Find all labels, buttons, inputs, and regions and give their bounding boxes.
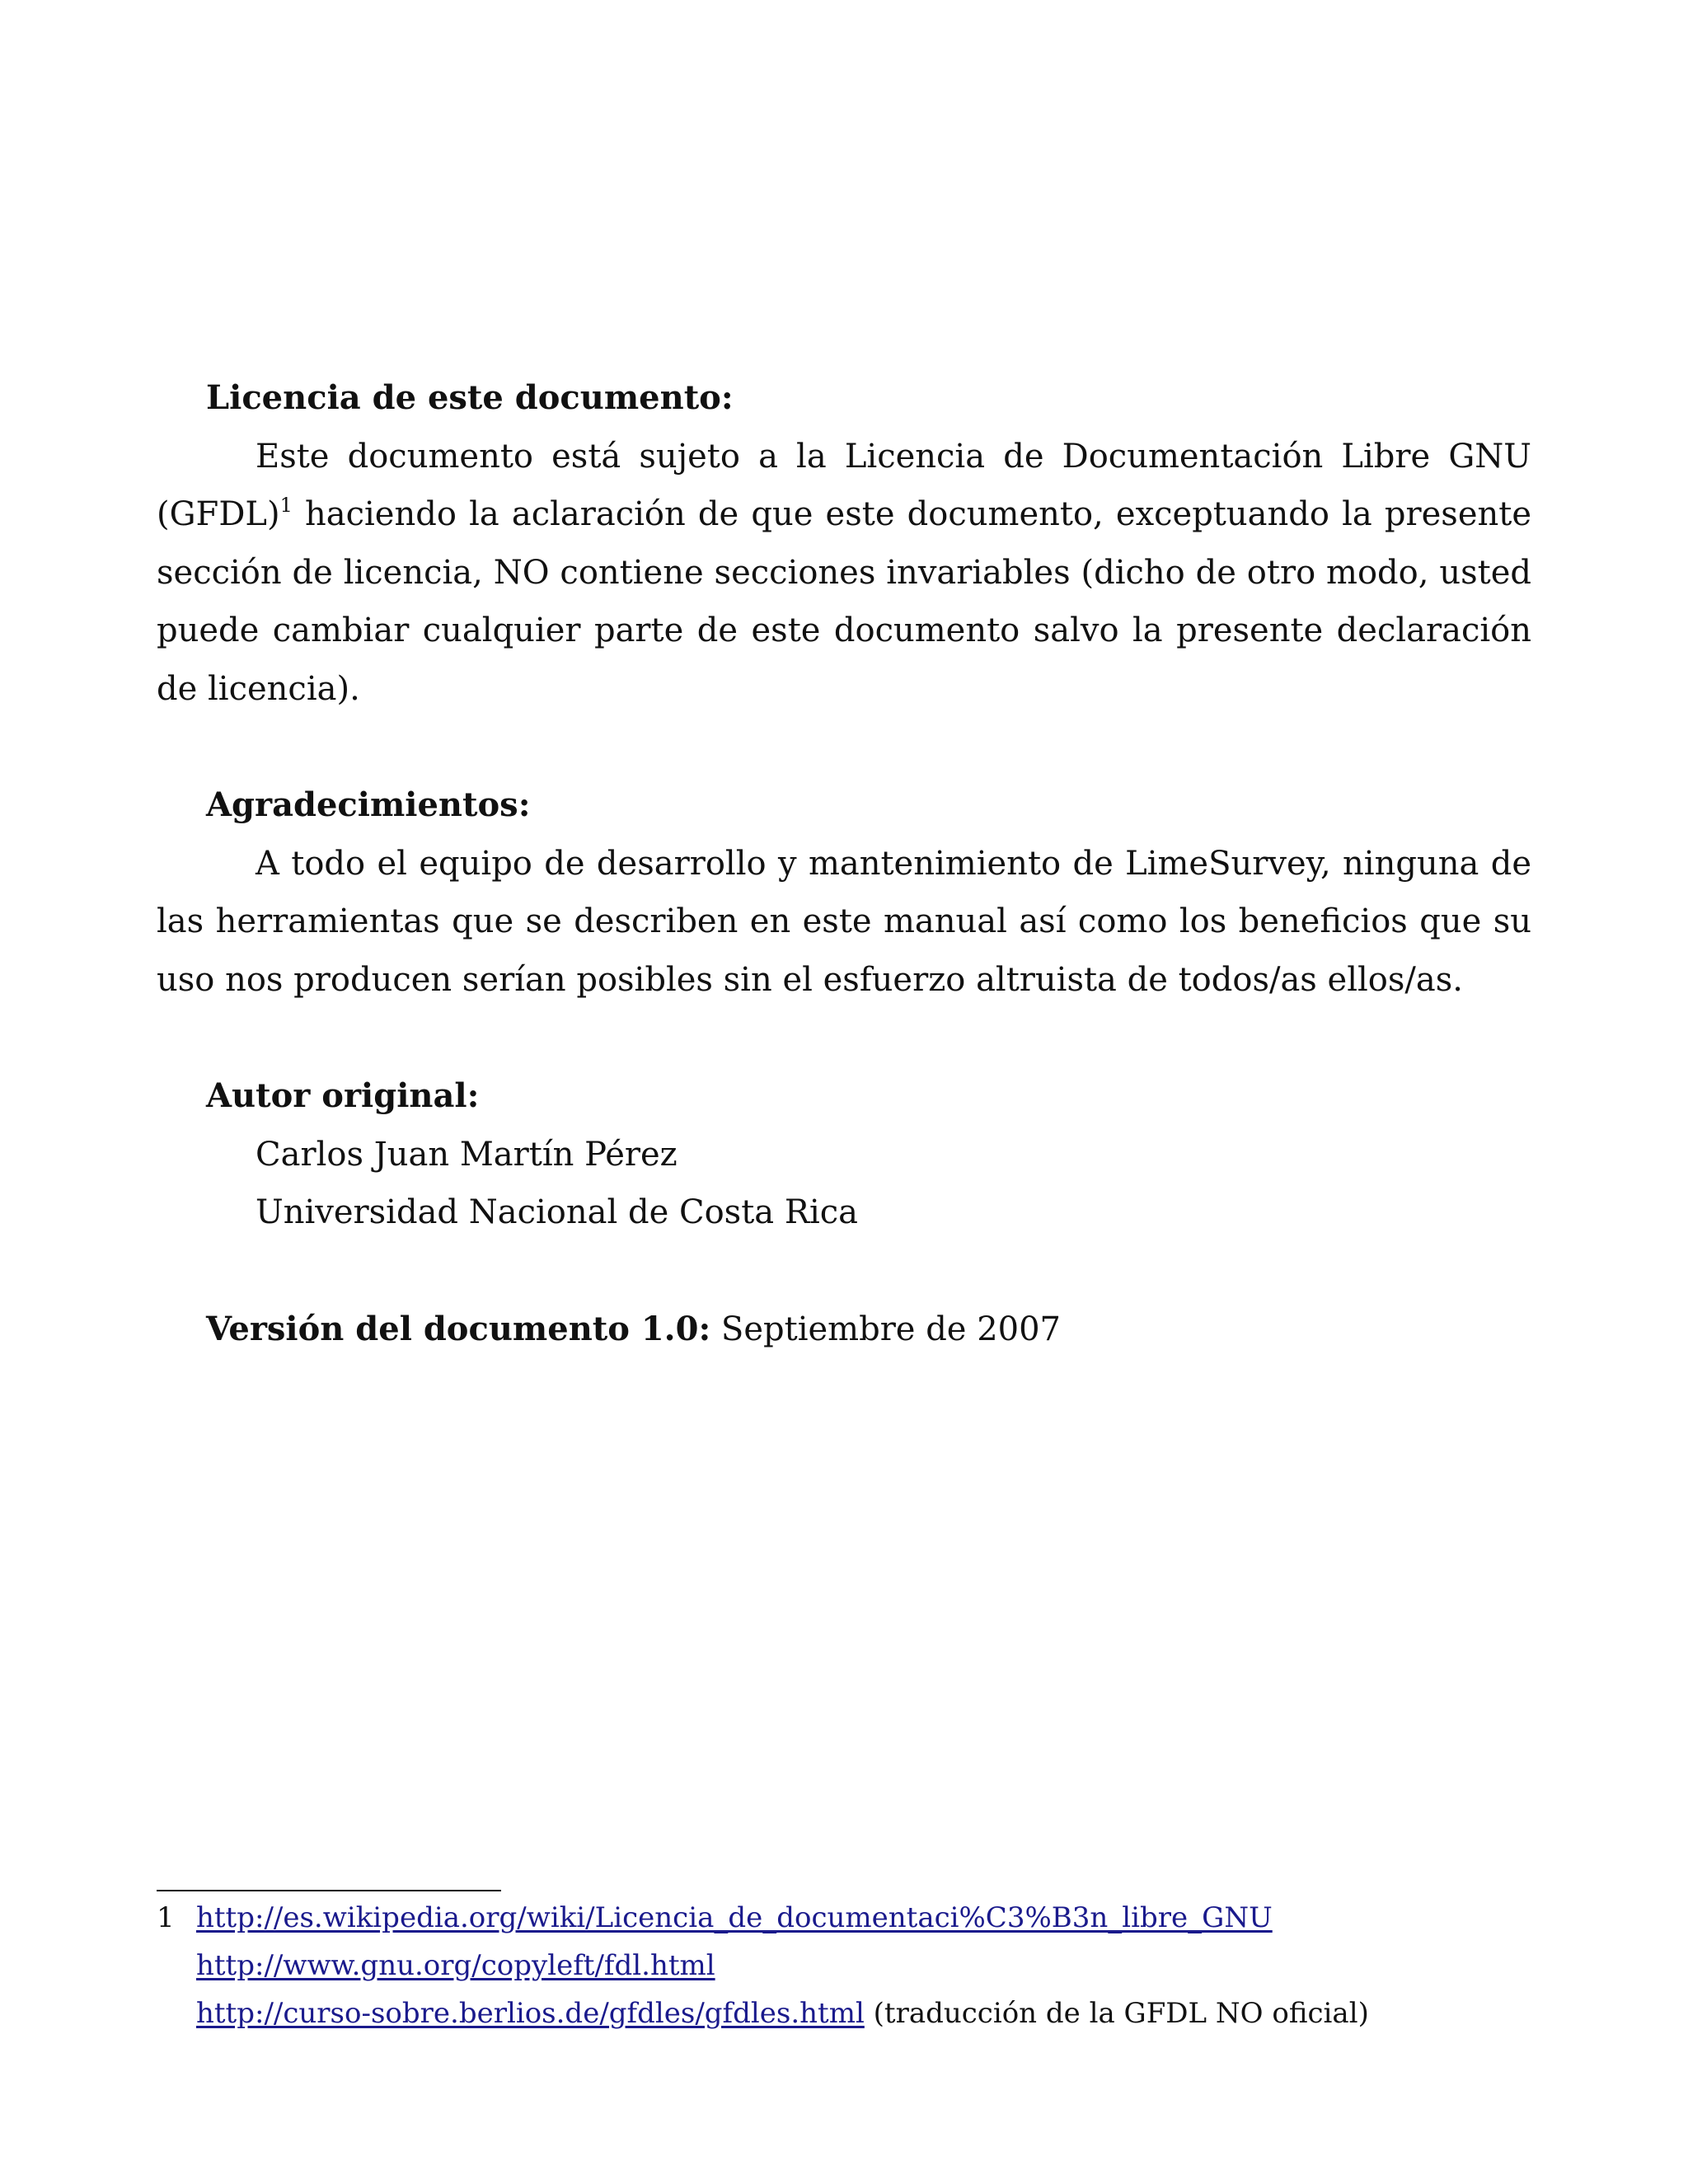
footnote-reference[interactable]: 1 (279, 493, 293, 517)
section-spacer (157, 1242, 1531, 1301)
version-label: Versión del documento 1.0: (206, 1309, 711, 1348)
license-paragraph (157, 428, 1531, 719)
footnote-line (157, 1942, 1558, 1990)
footnote-link-gnu[interactable]: http://www.gnu.org/copyleft/fdl.html (196, 1949, 715, 1982)
license-heading: Licencia de este documento: (206, 378, 734, 417)
acknowledgements-paragraph: A todo el equipo de desarrollo y mantenimiento de LimeSurvey, ninguna de las herramientas que se describen en este manual así como los beneficios que su uso nos producen serían posibles sin el esfuerzo altruista de todos/as ellos/as. (157, 844, 1531, 999)
author-heading: Autor original: (206, 1076, 480, 1116)
license-text-end: haciendo la aclaración de que este documento, exceptuando la presente sección de licencia, NO contiene secciones invariables (dicho de otro modo, usted puede cambiar cualquier parte de este documento salvo la presente declaración de licencia). (157, 495, 1531, 708)
section-spacer (157, 1010, 1531, 1068)
footnote-number: 1 (157, 1901, 175, 1934)
footnotes (157, 1894, 1558, 2037)
author-name: Carlos Juan Martín Pérez (256, 1135, 678, 1174)
author-institution: Universidad Nacional de Costa Rica (256, 1193, 858, 1232)
footnote-separator (157, 1890, 501, 1891)
version-line (157, 1301, 1531, 1359)
version-value: Septiembre de 2007 (710, 1310, 1061, 1348)
footnote-line (157, 1894, 1558, 1942)
section-spacer (157, 719, 1531, 777)
document-body (157, 369, 1531, 1358)
footnote-line (157, 1990, 1558, 2037)
footnote-link-berlios[interactable]: http://curso-sobre.berlios.de/gfdles/gfdles.html (196, 1997, 865, 2030)
license-text-start: Este documento está sujeto a la Licencia de Documentación Libre GNU (GFDL) (157, 437, 1531, 534)
acknowledgements-heading: Agradecimientos: (206, 785, 531, 825)
footnote-translation-note: (traducción de la GFDL NO oficial) (864, 1997, 1369, 2030)
footnote-link-wikipedia[interactable]: http://es.wikipedia.org/wiki/Licencia_de_documentaci%C3%B3n_libre_GNU (196, 1901, 1273, 1934)
